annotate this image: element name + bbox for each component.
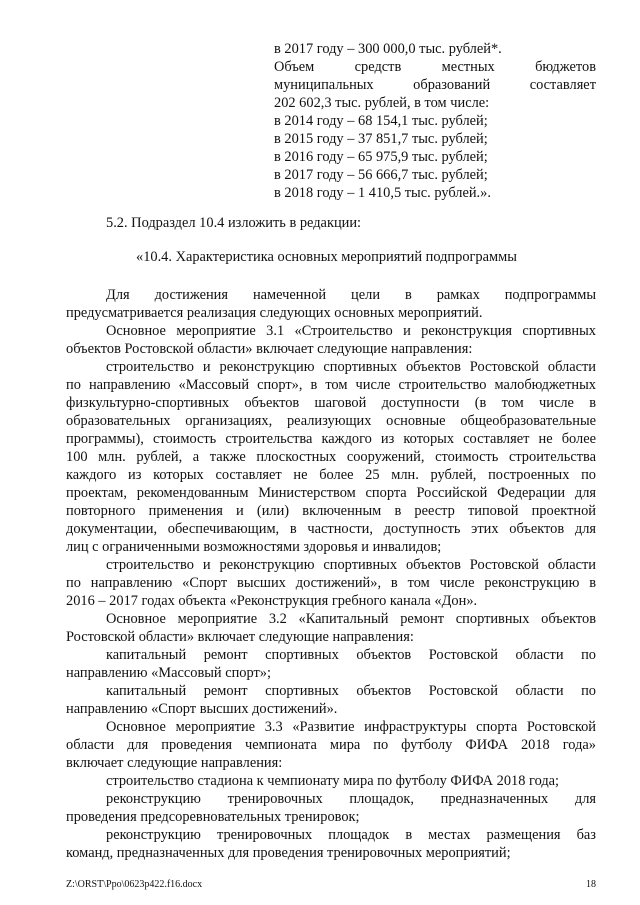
body-line: капитальный ремонт спортивных объектов Ростовской области по [106, 647, 596, 663]
body-line: области для проведения чемпионата мира по футболу ФИФА 2018 года» [66, 737, 596, 753]
body-line: капитальный ремонт спортивных объектов Ростовской области по [106, 683, 596, 699]
body-line: по направлению «Спорт высших достижений», в том числе реконструкцию в [66, 575, 596, 591]
top-line-1: в 2017 году – 300 000,0 тыс. рублей*. [274, 41, 502, 57]
body-line: 2016 – 2017 годах объекта «Реконструкция гребного канала «Дон». [66, 593, 478, 609]
body-line: реконструкцию тренировочных площадок в местах размещения баз [106, 827, 596, 843]
top-line-4: 202 602,3 тыс. рублей, в том числе: [274, 95, 490, 111]
body-line: документации, обеспечивающим, в частности, доступность этих объектов для [66, 521, 596, 537]
body-line: программы), стоимость строительства каждого из которых составляет не более [66, 431, 596, 447]
body-line: Ростовской области» включает следующие направления: [66, 629, 414, 645]
body-line: строительство стадиона к чемпионату мира по футболу ФИФА 2018 года; [106, 773, 560, 789]
body-line: направлению «Массовый спорт»; [66, 665, 271, 681]
footer-file-path: Z:\ORST\Ppo\0623p422.f16.docx [66, 879, 203, 890]
body-line: предусматривается реализация следующих основных мероприятий. [66, 305, 483, 321]
top-line-6: в 2015 году – 37 851,7 тыс. рублей; [274, 131, 488, 147]
body-line: проектам, рекомендованным Министерством спорта Российской Федерации для [66, 485, 596, 501]
body-line: 100 млн. рублей, а также плоскостных сооружений, стоимость строительства [66, 449, 596, 465]
section-heading: «10.4. Характеристика основных мероприятий подпрограммы [136, 249, 517, 265]
top-line-5: в 2014 году – 68 154,1 тыс. рублей; [274, 113, 488, 129]
section-intro: 5.2. Подраздел 10.4 изложить в редакции: [106, 215, 362, 231]
body-line: физкультурно-спортивных объектов шаговой доступности (в том числе в [66, 395, 596, 411]
body-line: каждого из которых составляет не более 25 млн. рублей, построенных по [66, 467, 596, 483]
top-line-9: в 2018 году – 1 410,5 тыс. рублей.». [274, 185, 491, 201]
body-line: Основное мероприятие 3.1 «Строительство и реконструкция спортивных [106, 323, 596, 339]
body-line: Основное мероприятие 3.3 «Развитие инфраструктуры спорта Ростовской [106, 719, 596, 735]
body-line: Основное мероприятие 3.2 «Капитальный ремонт спортивных объектов [106, 611, 596, 627]
body-line: лиц с ограниченными возможностями здоровья и инвалидов; [66, 539, 442, 555]
body-line: команд, предназначенных для проведения тренировочных мероприятий; [66, 845, 511, 861]
body-line: включает следующие направления: [66, 755, 283, 771]
top-line-7: в 2016 году – 65 975,9 тыс. рублей; [274, 149, 488, 165]
top-line-8: в 2017 году – 56 666,7 тыс. рублей; [274, 167, 488, 183]
body-line: образовательных организациях, реализующих основные общеобразовательные [66, 413, 596, 429]
body-line: строительство и реконструкцию спортивных объектов Ростовской области [106, 359, 596, 375]
body-line: реконструкцию тренировочных площадок, предназначенных для [106, 791, 596, 807]
top-line-3: муниципальных образований составляет [274, 77, 596, 93]
body-line: проведения предсоревновательных тренировок; [66, 809, 360, 825]
body-line: по направлению «Массовый спорт», в том числе строительство малобюджетных [66, 377, 596, 393]
footer-page-number: 18 [586, 879, 596, 890]
body-line: повторного применения и (или) включенным в реестр типовой проектной [66, 503, 596, 519]
body-line: Для достижения намеченной цели в рамках подпрограммы [106, 287, 596, 303]
top-line-2: Объем средств местных бюджетов [274, 59, 596, 75]
body-line: объектов Ростовской области» включает следующие направления: [66, 341, 473, 357]
body-line: направлению «Спорт высших достижений». [66, 701, 338, 717]
body-line: строительство и реконструкцию спортивных объектов Ростовской области [106, 557, 596, 573]
